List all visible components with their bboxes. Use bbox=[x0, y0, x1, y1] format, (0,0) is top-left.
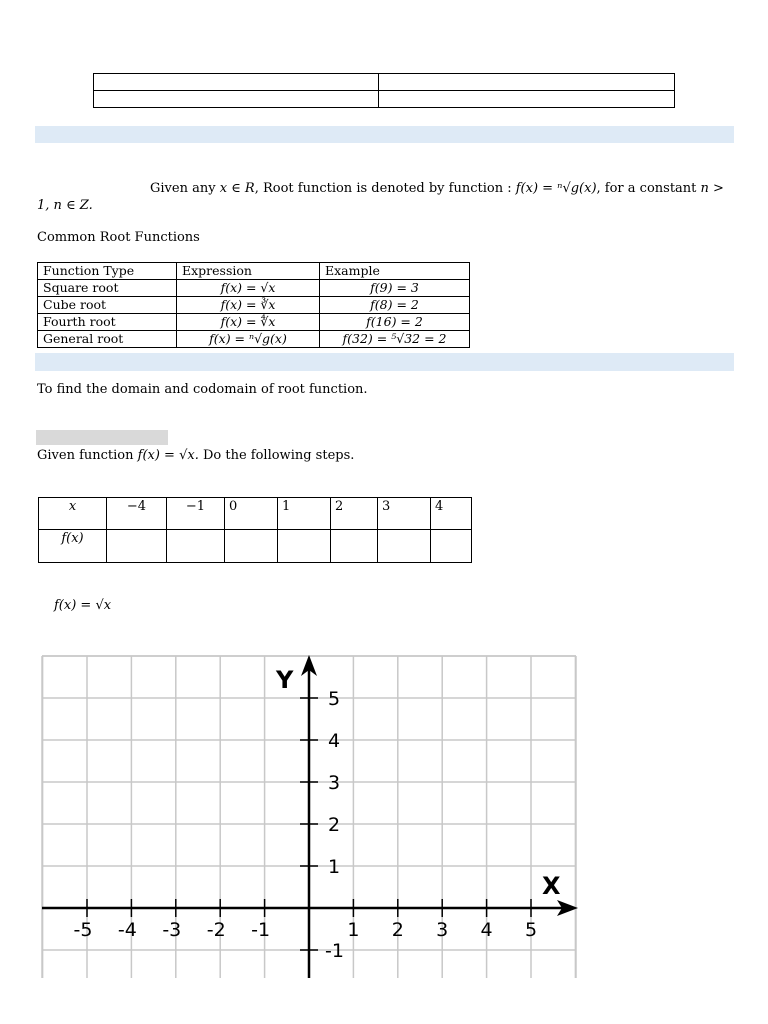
y-tick-label: 4 bbox=[328, 730, 341, 752]
given-tail: Do the following steps. bbox=[198, 448, 355, 463]
roots-expression-cell: f(x) = ⁿ√g(x) bbox=[177, 331, 320, 348]
definition-continuation: 1, n ∈ Z. bbox=[37, 198, 93, 213]
roots-expression-cell: f(x) = ∜x bbox=[177, 314, 320, 331]
roots-header-cell: Function Type bbox=[38, 263, 177, 280]
roots-type-cell: Fourth root bbox=[38, 314, 177, 331]
roots-header-cell: Expression bbox=[177, 263, 320, 280]
x-tick-label: -3 bbox=[162, 919, 182, 941]
roots-type-cell: General root bbox=[38, 331, 177, 348]
x-tick-label: 5 bbox=[524, 919, 538, 941]
x-tick-label: 4 bbox=[480, 919, 493, 941]
x-tick-label: 1 bbox=[347, 919, 360, 941]
definition-after: , for a constant bbox=[596, 181, 701, 196]
x-tick-label: 2 bbox=[391, 919, 404, 941]
y-axis-label: Y bbox=[276, 666, 294, 694]
x-axis-label: X bbox=[542, 872, 561, 900]
y-tick-label: 5 bbox=[328, 688, 341, 710]
fx-header-cell: f(x) bbox=[39, 530, 107, 563]
x-value-cell: 1 bbox=[278, 498, 331, 530]
roots-expression-cell: f(x) = ∛x bbox=[177, 297, 320, 314]
y-tick-label: 1 bbox=[328, 856, 341, 878]
roots-example-cell: f(9) = 3 bbox=[320, 280, 470, 297]
definition-variable: x ∈ R bbox=[219, 181, 255, 196]
definition-formula: f(x) = ⁿ√g(x) bbox=[515, 181, 597, 196]
roots-type-cell: Cube root bbox=[38, 297, 177, 314]
roots-example-cell: f(16) = 2 bbox=[320, 314, 470, 331]
x-tick-label: -2 bbox=[206, 919, 226, 941]
roots-type-cell: Square root bbox=[38, 280, 177, 297]
given-lead: Given function bbox=[37, 448, 138, 463]
roots-header-cell: Example bbox=[320, 263, 470, 280]
y-tick-label: -1 bbox=[325, 940, 344, 962]
x-header-cell: x bbox=[39, 498, 107, 530]
graph-function-label: f(x) = √x bbox=[54, 598, 112, 613]
common-roots-title: Common Root Functions bbox=[37, 230, 200, 245]
domain-instruction: To find the domain and codomain of root function. bbox=[37, 382, 368, 397]
y-tick-label: 3 bbox=[328, 772, 341, 794]
x-value-cell: −4 bbox=[107, 498, 167, 530]
x-tick-label: -5 bbox=[73, 919, 93, 941]
y-tick-label: 2 bbox=[328, 814, 341, 836]
x-value-cell: 2 bbox=[331, 498, 378, 530]
ticks bbox=[74, 688, 538, 962]
x-tick-label: -4 bbox=[117, 919, 137, 941]
given-formula: f(x) = √x. bbox=[137, 448, 199, 463]
x-value-cell: −1 bbox=[167, 498, 225, 530]
definition-middle: , Root function is denoted by function : bbox=[254, 181, 516, 196]
x-value-cell: 0 bbox=[225, 498, 278, 530]
roots-expression-cell: f(x) = √x bbox=[177, 280, 320, 297]
roots-example-cell: f(8) = 2 bbox=[320, 297, 470, 314]
x-value-cell: 4 bbox=[431, 498, 472, 530]
x-tick-label: -1 bbox=[251, 919, 271, 941]
x-tick-label: 3 bbox=[436, 919, 449, 941]
definition-prefix: Given any bbox=[150, 181, 220, 196]
roots-example-cell: f(32) = ⁵√32 = 2 bbox=[320, 331, 470, 348]
x-value-cell: 3 bbox=[378, 498, 431, 530]
definition-condition: n > bbox=[700, 181, 724, 196]
